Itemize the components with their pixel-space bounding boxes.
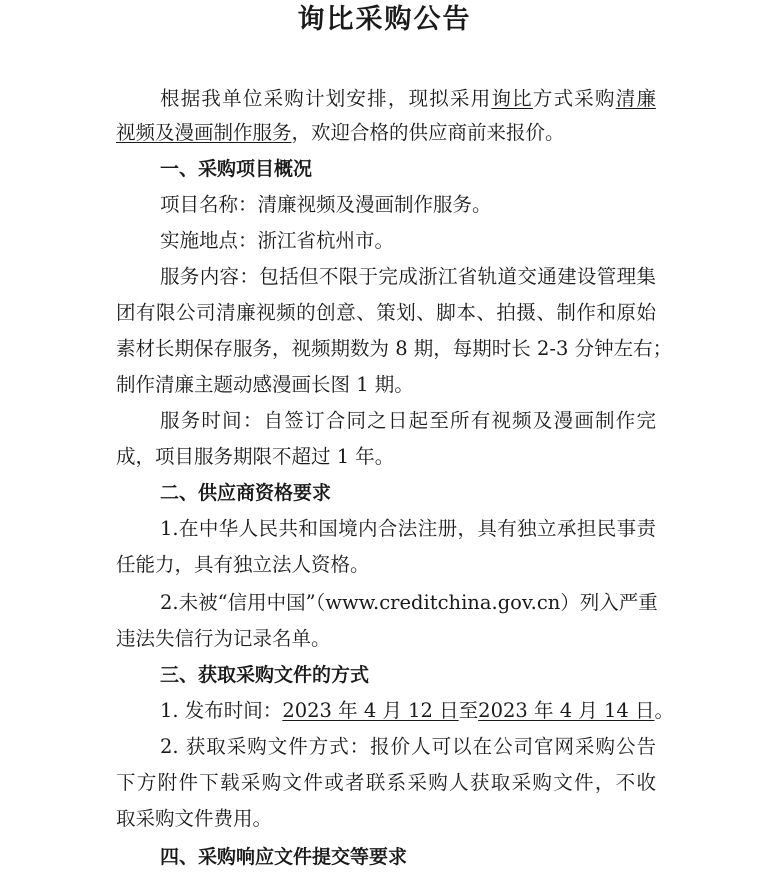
document-title: 询比采购公告	[297, 4, 472, 35]
qualification-line: 违法失信行为记录名单。	[116, 627, 331, 650]
project-name: 项目名称：清廉视频及漫画制作服务。	[160, 193, 492, 216]
qualification-line: 1.在中华人民共和国境内合法注册，具有独立承担民事责	[160, 517, 656, 540]
service-time-line: 成，项目服务期限不超过 1 年。	[116, 445, 395, 468]
qualification-line: 任能力，具有独立法人资格。	[116, 553, 370, 576]
intro-line-1	[160, 84, 656, 114]
qualification-line: 2.未被“信用中国”（www.creditchina.gov.cn）列入严重	[160, 591, 658, 614]
obtain-method-line: 2. 获取采购文件方式：报价人可以在公司官网采购公告	[160, 735, 656, 758]
implementation-location: 实施地点：浙江省杭州市。	[160, 229, 395, 252]
publish-time-suffix: 。	[654, 699, 675, 722]
section-heading-2: 二、供应商资格要求	[160, 482, 332, 504]
procurement-method: 询比	[491, 87, 533, 110]
publish-end-date: 2023 年 4 月 14 日	[478, 699, 655, 722]
intro-text: ，欢迎合格的供应商前来报价。	[291, 121, 565, 144]
procurement-subject: 清廉	[615, 87, 656, 110]
intro-text: 根据我单位采购计划安排，现拟采用	[160, 87, 492, 110]
intro-line-2	[116, 118, 656, 148]
section-heading-1: 一、采购项目概况	[160, 158, 313, 180]
publish-time-label: 1. 发布时间：	[160, 699, 283, 722]
service-time-line: 服务时间：自签订合同之日起至所有视频及漫画制作完	[160, 409, 656, 432]
service-content-line: 服务内容：包括但不限于完成浙江省轨道交通建设管理集	[160, 265, 656, 288]
service-content-line: 素材长期保存服务，视频期数为 8 期，每期时长 2-3 分钟左右；	[116, 337, 673, 360]
intro-text: 方式采购	[532, 87, 616, 110]
section-heading-3: 三、获取采购文件的方式	[160, 664, 370, 686]
obtain-method-line: 取采购文件费用。	[116, 807, 273, 830]
procurement-subject: 视频及漫画制作服务	[116, 121, 292, 144]
service-content-line: 团有限公司清廉视频的创意、策划、脚本、拍摄、制作和原始	[116, 301, 656, 324]
publish-time-line	[160, 696, 675, 726]
publish-date-separator: 至	[458, 699, 479, 722]
service-content-line: 制作清廉主题动感漫画长图 1 期。	[116, 373, 414, 396]
publish-start-date: 2023 年 4 月 12 日	[282, 699, 459, 722]
obtain-method-line: 下方附件下载采购文件或者联系采购人获取采购文件，不收	[116, 771, 656, 794]
section-heading-4: 四、采购响应文件提交等要求	[160, 846, 408, 868]
